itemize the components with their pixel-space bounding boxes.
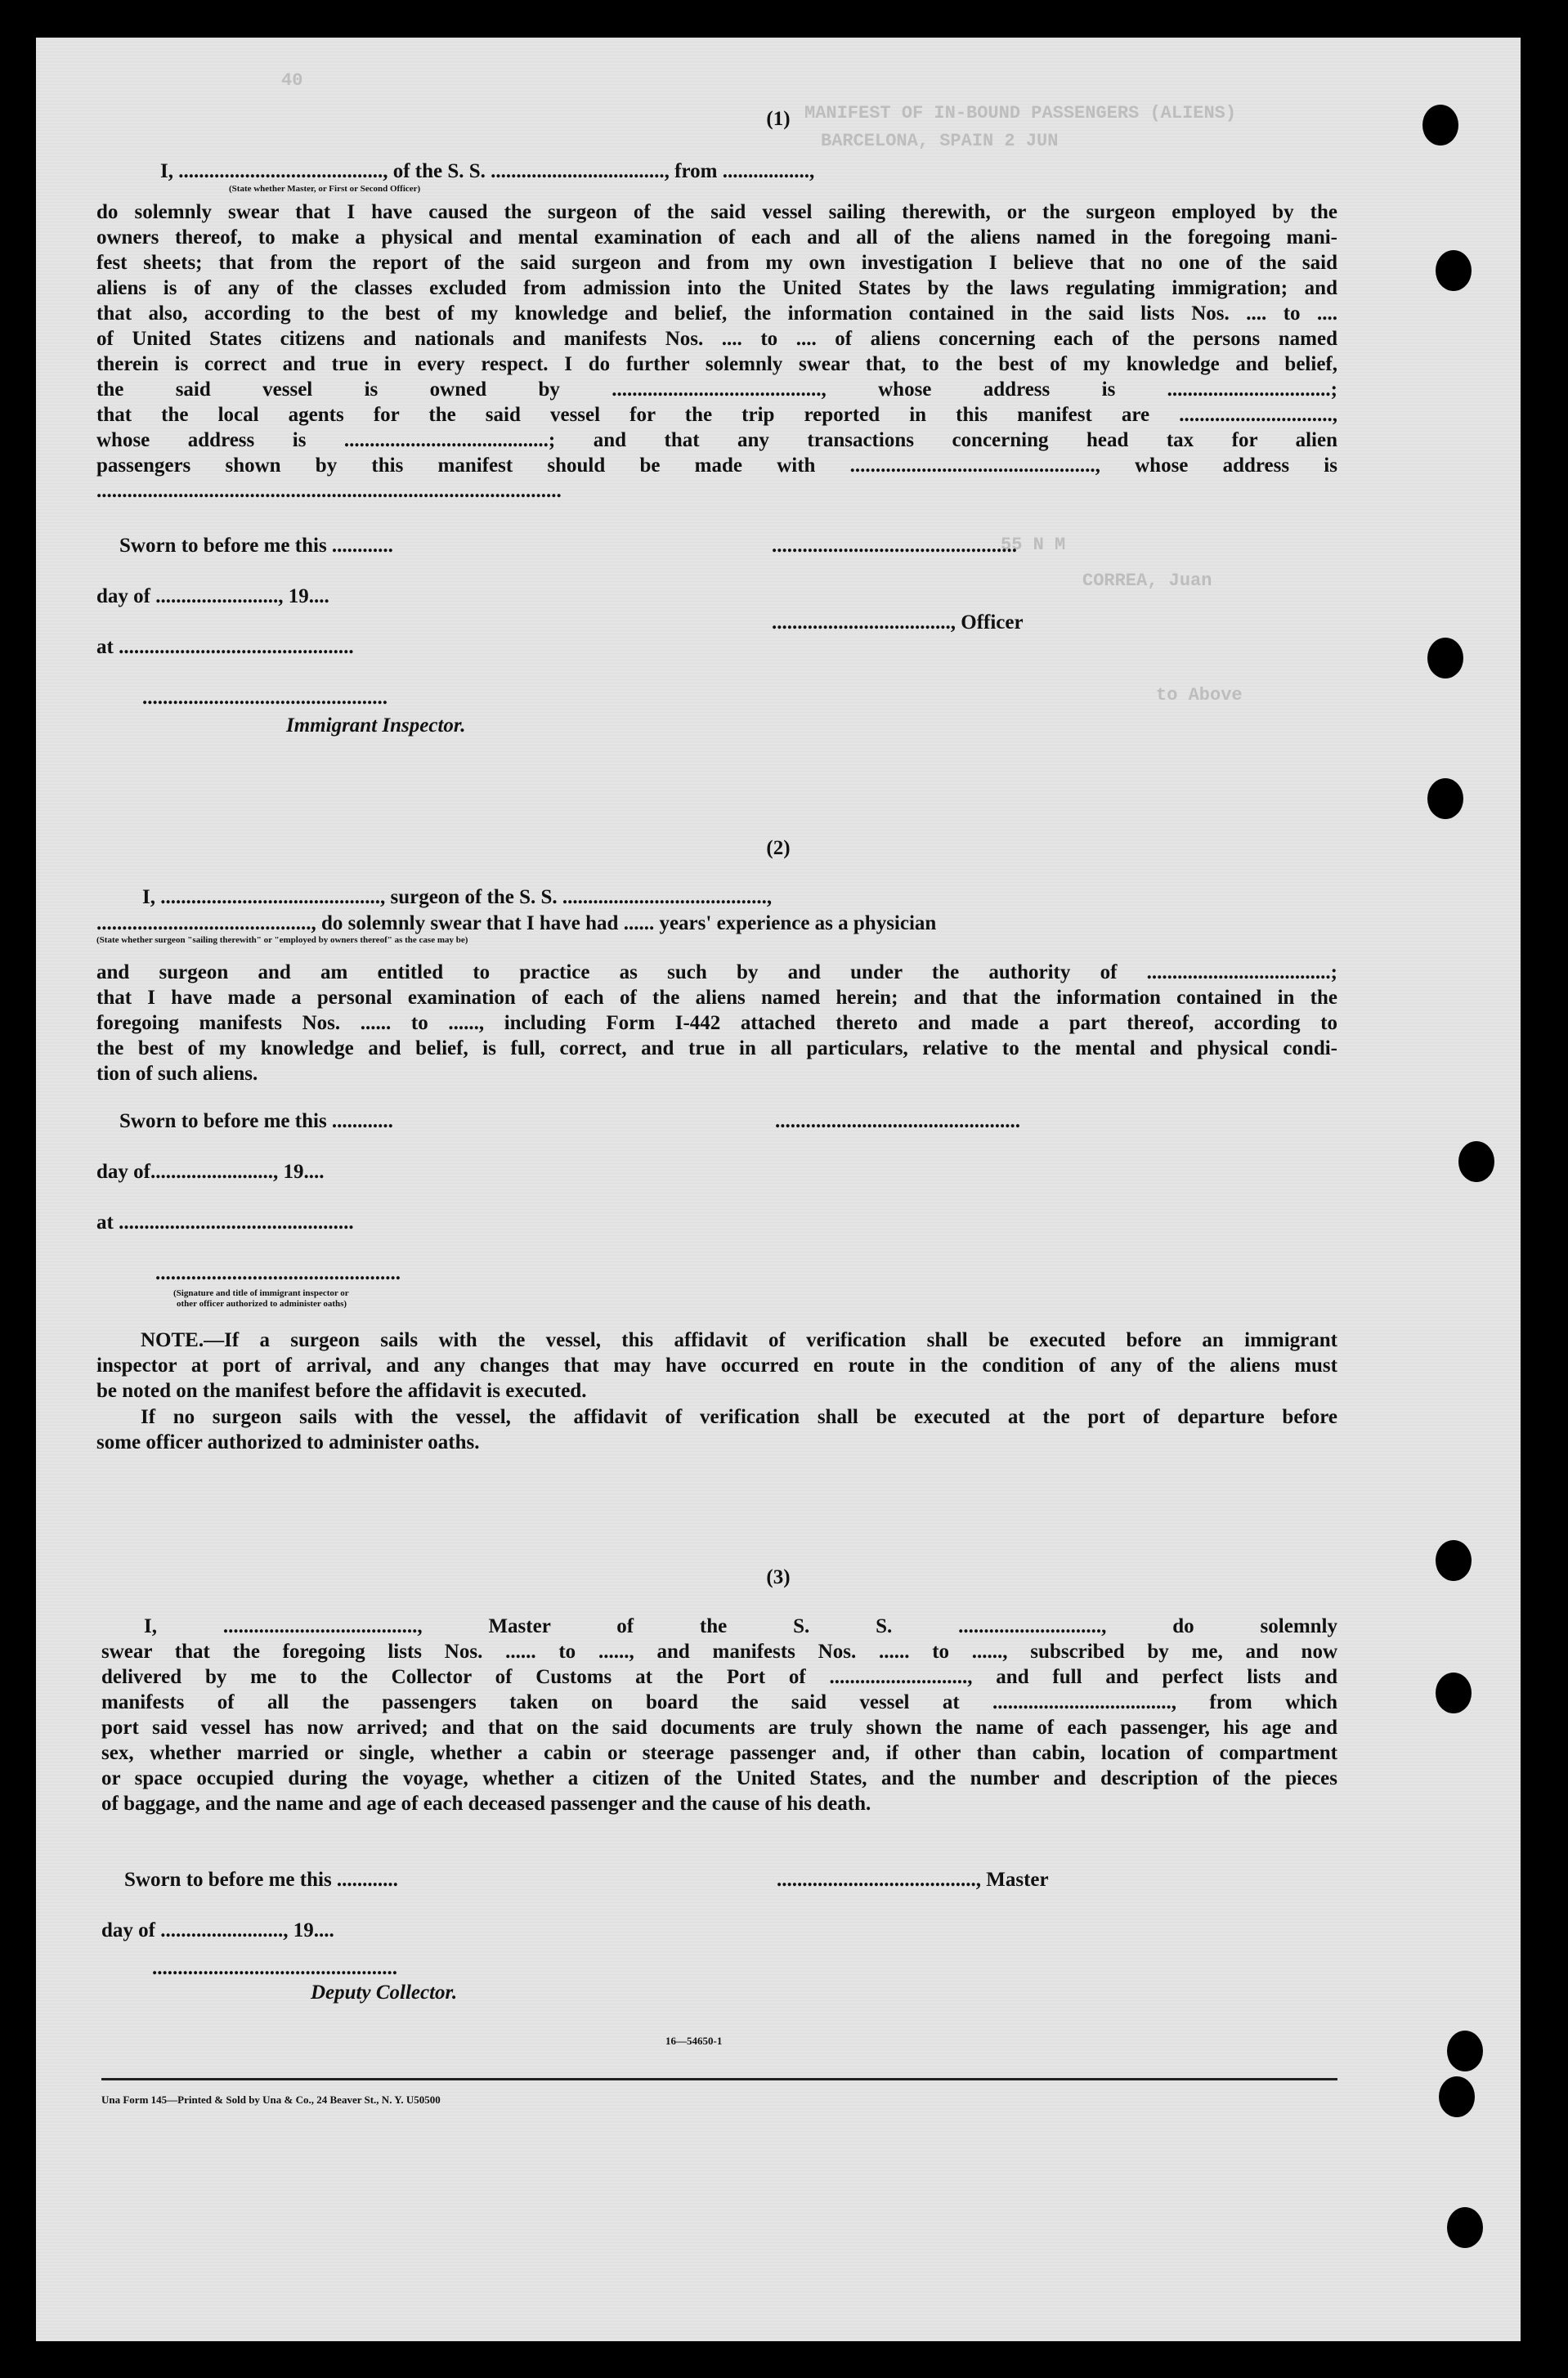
section-1-number: (1) [766, 108, 791, 130]
section-1-opening-line: I, ........................................, of the S. S. .................................., from ................., [160, 160, 815, 182]
punch-hole [1436, 1540, 1472, 1581]
section-3-affidavit: I, ......................................, Master of the S. S. ............................, do solemnly swear that the foregoing lists Nos. ...... to ......, and manifests Nos. ...... to ......, subscribed by me, and now delivered by me to the Collector of Customs at the Port of ..........................., and full and perfect lists and manifests of all the passengers taken on board the said vessel at ..................................., from which port said vessel has now arrived; and that on the said documents are truly shown the name of each passenger, his age and sex, whether married or single, whether a cabin or steerage passenger and, if other than cabin, location of compartment or space occupied during the voyage, whether a citizen of the United States, and the number and description of the pieces of baggage, and the name and age of each deceased passenger and the cause of his death. [101, 1615, 1337, 1815]
section-2-second-line: .........................................., do solemnly swear that I have had ...... years' experience as a physician [96, 912, 937, 934]
section-2-note: (State whether surgeon "sailing therewith" or "employed by owners thereof" as the case may be) [96, 935, 468, 945]
punch-hole [1436, 1673, 1472, 1713]
section-3-master: ......................................., Master [777, 1869, 1049, 1891]
section-1-opening-note: (State whether Master, or First or Second Officer) [229, 184, 421, 194]
bleed-through-mark: 40 [281, 70, 303, 91]
section-2-opening-line: I, ..........................................., surgeon of the S. S. ........................................, [142, 886, 773, 908]
section-2-at: at .............................................. [96, 1211, 354, 1234]
punch-hole [1427, 778, 1463, 819]
section-1-officer: ..................................., Officer [772, 611, 1024, 634]
bleed-through-heading: MANIFEST OF IN-BOUND PASSENGERS (ALIENS) [804, 103, 1237, 123]
section-1-affidavit: do solemnly swear that I have caused the surgeon of the said vessel sailing therewith, or the surgeon employed by the owners thereof, to make a physical and mental examination of each and all of the aliens named in the foregoing mani- fest sheets; that from the report of the said surgeon and from my own investigation I believe that no one of the said aliens is of any of the classes excluded from admission into the United States by the laws regulating immigration; and that also, according to the best of my knowledge and belief, the information contained in the said lists Nos. .... to .... of United States citizens and nationals and manifests Nos. .... to .... of aliens concerning each of the persons named therein is correct and true in every respect. I do further solemnly swear that, to the best of my knowledge and belief, the said vessel is owned by ........................................., whose address is ................................; that the local agents for the said vessel for the trip reported in this manifest are .............................., whose address is ........................................; and that any transactions concerning head tax for alien passengers shown by this manifest should be made with ................................................, whose address is ........................................................................................... [96, 201, 1337, 502]
section-2-signature-note: (Signature and title of immigrant inspector or [173, 1288, 349, 1298]
section-3-number: (3) [766, 1566, 791, 1588]
section-1-sworn-signature-line: ................................................ [772, 535, 1017, 557]
section-2-number: (2) [766, 837, 791, 859]
section-3-signature-line: ................................................ [152, 1957, 397, 1979]
section-3-deputy-title: Deputy Collector. [311, 1982, 458, 2004]
section-1-inspector-signature-line: ................................................ [142, 687, 388, 709]
section-1-at: at .............................................. [96, 636, 354, 658]
bleed-through-text: CORREA, Juan [1082, 571, 1212, 591]
section-2-second-note-paragraph: If no surgeon sails with the vessel, the affidavit of verification shall be executed at the port of departure before some officer authorized to administer oaths. [96, 1406, 1337, 1453]
punch-hole [1422, 105, 1458, 146]
bleed-through-text: 55 N M [1001, 535, 1066, 555]
document-page [36, 38, 1521, 2341]
section-2-day: day of........................, 19.... [96, 1161, 325, 1183]
section-2-signature-note: other officer authorized to administer oaths) [177, 1299, 347, 1309]
section-1-sworn: Sworn to before me this ............ [119, 535, 393, 557]
section-3-day: day of ........................, 19.... [101, 1919, 334, 1941]
punch-hole [1447, 2031, 1483, 2071]
punch-hole [1427, 638, 1463, 678]
footer-rule [101, 2078, 1337, 2080]
section-2-signature-line: ................................................ [775, 1110, 1020, 1132]
section-2-note-paragraph: NOTE.—If a surgeon sails with the vessel, this affidavit of verification shall be executed before an immigrant inspector at port of arrival, and any changes that may have occurred en route in the condition of any of the aliens must be noted on the manifest before the affidavit is executed. [96, 1329, 1337, 1402]
section-3-sworn: Sworn to before me this ............ [124, 1869, 398, 1891]
section-1-inspector-title: Immigrant Inspector. [286, 714, 466, 737]
punch-hole [1436, 250, 1472, 291]
section-2-sworn: Sworn to before me this ............ [119, 1110, 393, 1132]
punch-hole [1439, 2076, 1475, 2117]
section-1-day: day of ........................, 19.... [96, 585, 329, 607]
bleed-through-text: BARCELONA, SPAIN 2 JUN [821, 131, 1059, 151]
bleed-through-text: to Above [1156, 685, 1243, 705]
section-2-affidavit: and surgeon and am entitled to practice as such by and under the authority of ....................................; that I have made a personal examination of each of the aliens named herein; and that the information contained in the foregoing manifests Nos. ...... to ......, including Form I-442 attached thereto and made a part thereof, according to the best of my knowledge and belief, is full, correct, and true in all particulars, relative to the mental and physical condi- tion of such aliens. [96, 961, 1337, 1085]
punch-hole [1458, 1141, 1494, 1182]
section-2-inspector-signature-line: ................................................ [155, 1262, 401, 1284]
footer-printer-line: Una Form 145—Printed & Sold by Una & Co., 24 Beaver St., N. Y. U50500 [101, 2094, 441, 2106]
form-code: 16—54650-1 [665, 2035, 723, 2047]
punch-hole [1447, 2207, 1483, 2248]
